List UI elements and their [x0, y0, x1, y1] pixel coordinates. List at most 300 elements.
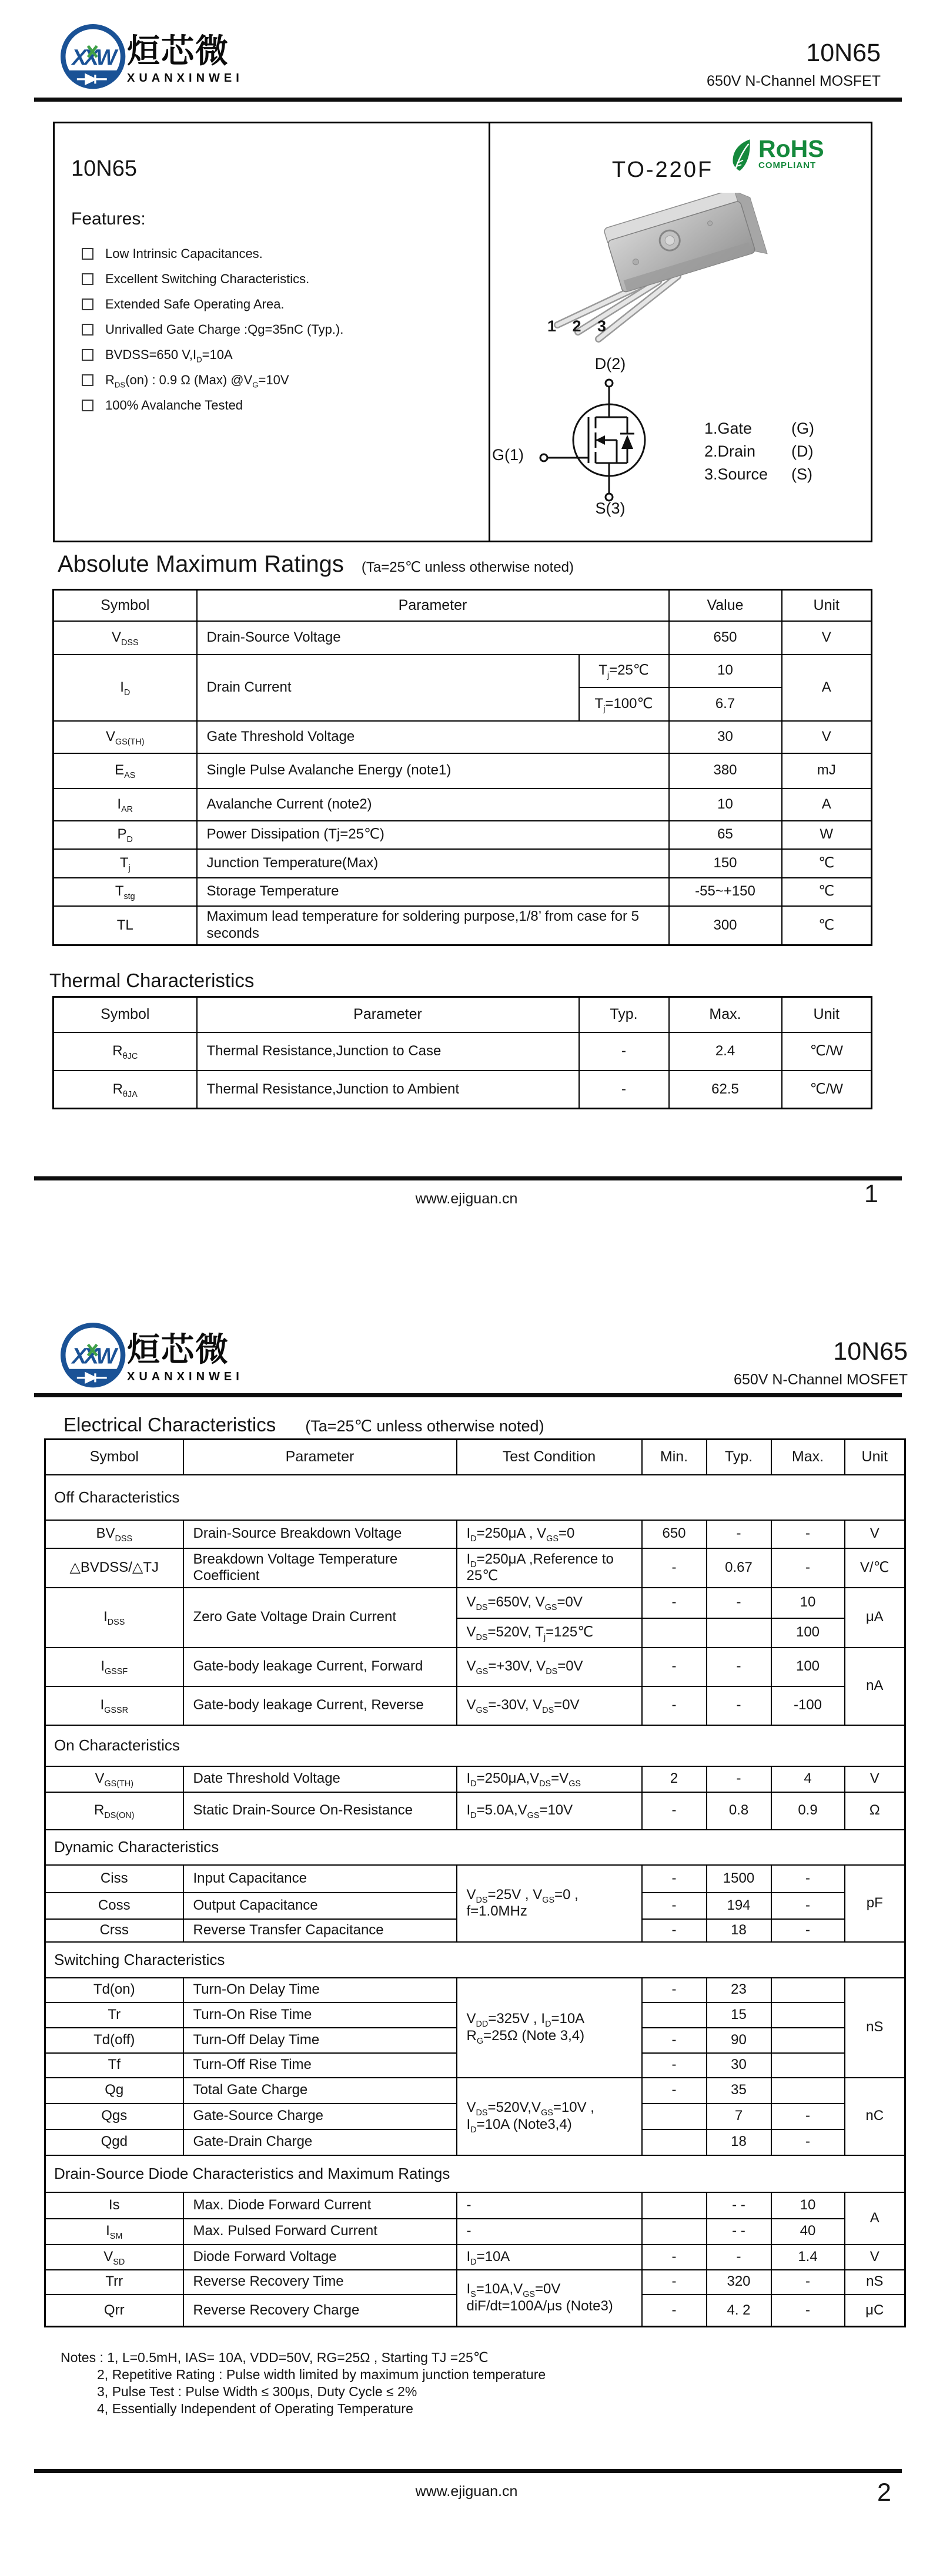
typ-cell: 194 — [707, 1893, 771, 1919]
checkbox-icon — [82, 324, 93, 336]
header-cell: Parameter — [197, 590, 669, 621]
table-row — [53, 753, 872, 789]
footer-rule — [34, 2469, 902, 2473]
unit-cell: W — [782, 821, 872, 849]
max-cell: - — [771, 1893, 845, 1919]
min-cell: - — [642, 2078, 707, 2104]
typ-cell: 35 — [707, 2078, 771, 2104]
unit-cell: V — [845, 1520, 905, 1548]
table-row — [53, 721, 872, 753]
header-cell: Max. — [771, 1440, 845, 1475]
table-row — [45, 2192, 905, 2219]
min-cell: - — [642, 2053, 707, 2078]
sym-cell: Trr — [45, 2270, 183, 2295]
param-cell: Output Capacitance — [183, 1893, 457, 1919]
rohs-leaf-icon — [730, 137, 755, 173]
cond-cell: - — [457, 2192, 642, 2219]
footer-site: www.ejiguan.cn — [415, 2483, 518, 2500]
max-cell: - — [771, 2295, 845, 2327]
max-cell — [771, 2003, 845, 2028]
typ-cell: 15 — [707, 2003, 771, 2028]
param-cell: Turn-On Rise Time — [183, 2003, 457, 2028]
section-row — [45, 1942, 905, 1978]
min-cell: - — [642, 1893, 707, 1919]
checkbox-icon — [82, 298, 93, 310]
typ-cell: - - — [707, 2192, 771, 2219]
param-cell: Breakdown Voltage Temperature Coefficient — [183, 1548, 457, 1588]
table-row — [45, 1686, 905, 1725]
feature-label: Extended Safe Operating Area. — [105, 296, 285, 311]
sym-cell: $R_{DS(ON)}$ — [45, 1792, 183, 1830]
param-cell: Gate-Drain Charge — [183, 2129, 457, 2155]
max-cell — [771, 2078, 845, 2104]
param-cell: Single Pulse Avalanche Energy (note1) — [197, 753, 669, 789]
unit-cell: nS — [845, 2270, 905, 2295]
cond-cell: $I_D=250\mu A$ , $V_{GS}=0$ — [457, 1520, 642, 1548]
param-cell: Zero Gate Voltage Drain Current — [183, 1588, 457, 1648]
min-cell: - — [642, 1865, 707, 1893]
param-cell: Storage Temperature — [197, 878, 669, 906]
svg-text:XXW: XXW — [72, 1343, 115, 1368]
overview-box — [53, 122, 872, 542]
part-subtitle: 650V N-Channel MOSFET — [707, 73, 881, 89]
param-cell: Gate-Source Charge — [183, 2104, 457, 2129]
unit-cell: μA — [845, 1588, 905, 1648]
param-cell: Drain-Source Voltage — [197, 621, 669, 655]
cond-cell: $V_{DS}=650V$, $V_{GS}=0V$ — [457, 1588, 642, 1618]
value-cell: 65 — [669, 821, 782, 849]
table-header-row — [53, 590, 872, 621]
note-line: 4, Essentially Independent of Operating Temperature — [97, 2401, 413, 2416]
pin-name: 3.Source — [704, 465, 768, 483]
checkbox-icon — [82, 273, 93, 285]
part-number: 10N65 — [806, 39, 881, 67]
unit-cell: A — [845, 2192, 905, 2245]
table-row — [53, 849, 872, 878]
value-cell: 6.7 — [669, 687, 782, 721]
max-cell: - — [771, 2270, 845, 2295]
sym-cell: $I_{AR}$ — [53, 789, 197, 821]
param-cell: Reverse Recovery Charge — [183, 2295, 457, 2327]
param-cell: Max. Diode Forward Current — [183, 2192, 457, 2219]
param-cell: Maximum lead temperature for soldering purpose,1/8’ from case for 5 seconds — [197, 906, 669, 945]
min-cell: - — [642, 2270, 707, 2295]
param-cell: Drain Current — [197, 655, 579, 721]
checkbox-icon — [82, 349, 93, 361]
table-row — [53, 789, 872, 821]
checkbox-icon — [82, 248, 93, 260]
max-cell — [771, 1978, 845, 2003]
table-row — [45, 2245, 905, 2270]
cond-cell: $V_{GS}=-30V$, $V_{DS}=0V$ — [457, 1686, 642, 1725]
max-cell: 10 — [771, 2192, 845, 2219]
sym-cell: Crss — [45, 1919, 183, 1942]
value-cell: 300 — [669, 906, 782, 945]
typ-cell: 7 — [707, 2104, 771, 2129]
table-header-row — [45, 1440, 905, 1475]
features-title: Features: — [71, 209, 146, 229]
table-row — [53, 1032, 872, 1071]
table-row — [45, 1978, 905, 2003]
cond-cell: $I_D=250\mu A$ ,Reference to 25℃ — [457, 1548, 642, 1588]
sym-cell: $V_{DSS}$ — [53, 621, 197, 655]
cond-cell: $I_D=250\mu A,V_{DS}=V_{GS}$ — [457, 1766, 642, 1792]
min-cell: - — [642, 1686, 707, 1725]
part-title-block — [734, 1337, 908, 1388]
feature-item — [82, 241, 343, 266]
sym-cell: Qgs — [45, 2104, 183, 2129]
max-cell: - — [771, 1548, 845, 1588]
section-title: Dynamic Characteristics — [45, 1830, 905, 1865]
unit-cell: A — [782, 789, 872, 821]
sym-cell: TL — [53, 906, 197, 945]
header-cell: Typ. — [579, 997, 669, 1032]
unit-cell: V/℃ — [845, 1548, 905, 1588]
typ-cell: - — [707, 1588, 771, 1618]
sym-cell: $T_{stg}$ — [53, 878, 197, 906]
typ-cell: - — [707, 1520, 771, 1548]
param-cell: Thermal Resistance,Junction to Case — [197, 1032, 579, 1071]
pin-numbers: 1 2 3 — [547, 317, 613, 335]
header-cell: Parameter — [183, 1440, 457, 1475]
unit-cell: V — [845, 1766, 905, 1792]
header-cell: Symbol — [53, 997, 197, 1032]
param-cell: Gate-body leakage Current, Forward — [183, 1648, 457, 1686]
sym-cell: Td(on) — [45, 1978, 183, 2003]
pin-legend-row — [704, 440, 814, 463]
max-cell: - — [771, 2104, 845, 2129]
feature-item — [82, 266, 343, 291]
param-cell: Reverse Recovery Time — [183, 2270, 457, 2295]
min-cell: - — [642, 1548, 707, 1588]
param-cell: Input Capacitance — [183, 1865, 457, 1893]
rohs-text — [758, 137, 824, 170]
param-cell: Junction Temperature(Max) — [197, 849, 669, 878]
svg-text:XXW: XXW — [72, 45, 115, 70]
max-cell — [771, 2028, 845, 2053]
pin-abbr: (D) — [791, 442, 814, 460]
header-cell: Unit — [782, 997, 872, 1032]
min-cell — [642, 1618, 707, 1648]
section-row — [45, 1725, 905, 1766]
min-cell: - — [642, 1978, 707, 2003]
table-row — [45, 1865, 905, 1893]
min-cell: - — [642, 2028, 707, 2053]
value-cell: 150 — [669, 849, 782, 878]
max-cell — [771, 2053, 845, 2078]
table-row — [53, 821, 872, 849]
pin-name: 2.Drain — [704, 442, 756, 460]
value-cell: 10 — [669, 789, 782, 821]
max-cell: 10 — [771, 1588, 845, 1618]
table-row — [45, 2270, 905, 2295]
feature-label: Unrivalled Gate Charge :Qg=35nC (Typ.). — [105, 321, 344, 337]
brand-name-cn: 烜芯微 — [127, 1331, 229, 1368]
rohs-title: RoHS — [758, 135, 824, 162]
sym-cell: $I_{GSSR}$ — [45, 1686, 183, 1725]
sym-cell: $I_{DSS}$ — [45, 1588, 183, 1648]
cond-cell: $I_D=10A$ — [457, 2245, 642, 2270]
min-cell — [642, 2192, 707, 2219]
table-row — [53, 906, 872, 945]
unit-cell: mJ — [782, 753, 872, 789]
header-cell: Symbol — [53, 590, 197, 621]
value-cell: 650 — [669, 621, 782, 655]
min-cell: 650 — [642, 1520, 707, 1548]
max-cell: 0.9 — [771, 1792, 845, 1830]
param-cell: Avalanche Current (note2) — [197, 789, 669, 821]
table-row — [53, 1071, 872, 1109]
package-image — [501, 193, 784, 343]
brand-name-en: XUANXINWEI — [127, 1370, 243, 1383]
checkbox-icon — [82, 374, 93, 386]
table-row — [45, 1792, 905, 1830]
unit-cell: A — [782, 655, 872, 721]
param-cell: Drain-Source Breakdown Voltage — [183, 1520, 457, 1548]
drain-terminal-label: D(2) — [594, 355, 626, 373]
gate-terminal-label: G(1) — [492, 446, 524, 464]
cond-cell: $V_{DS}=25V$ , $V_{GS}=0$ , f=1.0MHz — [457, 1865, 642, 1942]
min-cell: - — [642, 1919, 707, 1942]
pin-abbr: (S) — [791, 465, 812, 483]
typ-cell: 18 — [707, 1919, 771, 1942]
amr-title: Absolute Maximum Ratings — [58, 551, 344, 577]
header-cell: Test Condition — [457, 1440, 642, 1475]
feature-item — [82, 393, 343, 418]
sym-cell: △BVDSS/△TJ — [45, 1548, 183, 1588]
min-cell: - — [642, 2295, 707, 2327]
max-cell: - — [771, 1520, 845, 1548]
note-line: 2, Repetitive Rating : Pulse width limited by maximum junction temperature — [97, 2367, 546, 2382]
param-cell: Static Drain-Source On-Resistance — [183, 1792, 457, 1830]
typ-cell: 0.8 — [707, 1792, 771, 1830]
sym-cell: $I_{GSSF}$ — [45, 1648, 183, 1686]
sym-cell: $T_j$ — [53, 849, 197, 878]
unit-cell: ℃ — [782, 878, 872, 906]
header-cell: Unit — [782, 590, 872, 621]
unit-cell: Ω — [845, 1792, 905, 1830]
brand-logo-icon — [56, 21, 133, 95]
max-cell: - — [771, 2129, 845, 2155]
param-cell: Gate Threshold Voltage — [197, 721, 669, 753]
typ-cell: 23 — [707, 1978, 771, 2003]
amr-heading — [58, 551, 574, 578]
sym-cell: $BV_{DSS}$ — [45, 1520, 183, 1548]
table-row — [53, 655, 872, 687]
cond-cell: $V_{DS}=520V,V_{GS}=10V$ , $I_D=10A$ (Note3,4) — [457, 2078, 642, 2155]
sym-cell: Td(off) — [45, 2028, 183, 2053]
feature-item — [82, 367, 343, 393]
pin-legend-row — [704, 463, 814, 486]
section-row — [45, 1475, 905, 1520]
min-cell — [642, 2104, 707, 2129]
pin-name: 1.Gate — [704, 420, 753, 437]
sym-cell: $V_{GS(TH)}$ — [45, 1766, 183, 1792]
table-row — [45, 1588, 905, 1618]
header-cell: Typ. — [707, 1440, 771, 1475]
section-title: Switching Characteristics — [45, 1942, 905, 1978]
overview-divider — [489, 123, 490, 541]
param-cell: Date Threshold Voltage — [183, 1766, 457, 1792]
sym-cell: Coss — [45, 1893, 183, 1919]
min-cell: - — [642, 1792, 707, 1830]
min-cell — [642, 2219, 707, 2245]
page2-header — [0, 1299, 933, 1416]
sym-cell: $R_{\theta JA}$ — [53, 1071, 197, 1109]
note-line: Notes : 1, L=0.5mH, IAS= 10A, VDD=50V, RG=25Ω , Starting TJ =25℃ — [61, 2350, 489, 2365]
unit-cell: ℃/W — [782, 1032, 872, 1071]
max-cell: 40 — [771, 2219, 845, 2245]
notes-block — [61, 2349, 546, 2417]
cond-cell: $T_j=100℃$ — [579, 687, 669, 721]
typ-cell: - — [707, 2245, 771, 2270]
header-cell: Min. — [642, 1440, 707, 1475]
unit-cell: ℃ — [782, 906, 872, 945]
sym-cell: $I_{SM}$ — [45, 2219, 183, 2245]
table-row — [45, 1548, 905, 1588]
header-cell: Parameter — [197, 997, 579, 1032]
ec-note: (Ta=25℃ unless otherwise noted) — [305, 1417, 544, 1435]
features-list — [82, 241, 343, 418]
brand-name — [127, 34, 243, 85]
feature-label: 100% Avalanche Tested — [105, 397, 243, 412]
cond-cell: $V_{DD}=325V$ , $I_D=10A$ $R_G=25\Omega$ (Note 3,4) — [457, 1978, 642, 2078]
feature-item — [82, 342, 343, 367]
header-cell: Symbol — [45, 1440, 183, 1475]
max-cell: 2.4 — [669, 1032, 782, 1071]
feature-label: $R_{DS}(on)$ : 0.9 Ω (Max) $@V_G=10V$ — [105, 372, 289, 389]
unit-cell: nS — [845, 1978, 905, 2078]
sym-cell: Ciss — [45, 1865, 183, 1893]
param-cell: Power Dissipation (Tj=25℃) — [197, 821, 669, 849]
feature-label: Low Intrinsic Capacitances. — [105, 246, 263, 261]
thermal-heading: Thermal Characteristics — [49, 970, 255, 991]
min-cell — [642, 2129, 707, 2155]
typ-cell: - — [579, 1071, 669, 1109]
min-cell: - — [642, 1588, 707, 1618]
typ-cell: - — [707, 1648, 771, 1686]
pin-abbr: (G) — [791, 420, 814, 437]
typ-cell: - — [707, 1766, 771, 1792]
footer-site: www.ejiguan.cn — [415, 1190, 518, 1207]
value-cell: -55~+150 — [669, 878, 782, 906]
pin-legend-row — [704, 417, 814, 440]
brand-name-cn: 烜芯微 — [127, 32, 229, 69]
min-cell: - — [642, 2245, 707, 2270]
note-line: 3, Pulse Test : Pulse Width ≤ 300μs, Duty Cycle ≤ 2% — [97, 2384, 417, 2399]
source-terminal-label: S(3) — [595, 499, 626, 517]
table-row — [53, 621, 872, 655]
typ-cell: 4. 2 — [707, 2295, 771, 2327]
table-row — [45, 2219, 905, 2245]
sym-cell: $R_{\theta JC}$ — [53, 1032, 197, 1071]
sym-cell: Is — [45, 2192, 183, 2219]
max-cell: 100 — [771, 1618, 845, 1648]
table-row — [45, 2078, 905, 2104]
unit-cell: ℃/W — [782, 1071, 872, 1109]
feature-label: Excellent Switching Characteristics. — [105, 271, 310, 286]
param-cell: Turn-On Delay Time — [183, 1978, 457, 2003]
section-title: Off Characteristics — [45, 1475, 905, 1520]
cond-cell: $T_j=25℃$ — [579, 655, 669, 687]
amr-note: (Ta=25℃ unless otherwise noted) — [361, 559, 574, 575]
typ-cell: 0.67 — [707, 1548, 771, 1588]
value-cell: 10 — [669, 655, 782, 687]
unit-cell: V — [782, 621, 872, 655]
param-cell: Turn-Off Rise Time — [183, 2053, 457, 2078]
max-cell: - — [771, 1919, 845, 1942]
brand-name-en: XUANXINWEI — [127, 71, 243, 85]
checkbox-icon — [82, 400, 93, 411]
electrical-characteristics-table — [44, 1438, 906, 2327]
sym-cell: $I_D$ — [53, 655, 197, 721]
param-cell: Max. Pulsed Forward Current — [183, 2219, 457, 2245]
sym-cell: $V_{SD}$ — [45, 2245, 183, 2270]
header-cell: Unit — [845, 1440, 905, 1475]
header-rule — [34, 1393, 902, 1397]
sym-cell: Qrr — [45, 2295, 183, 2327]
max-cell: 62.5 — [669, 1071, 782, 1109]
max-cell: 1.4 — [771, 2245, 845, 2270]
typ-cell: 18 — [707, 2129, 771, 2155]
cond-cell: $V_{DS}=520V$, $T_j=125℃$ — [457, 1618, 642, 1648]
param-cell: Thermal Resistance,Junction to Ambient — [197, 1071, 579, 1109]
unit-cell: nA — [845, 1648, 905, 1725]
param-cell: Turn-Off Delay Time — [183, 2028, 457, 2053]
min-cell: - — [642, 1648, 707, 1686]
brand-logo-icon — [56, 1320, 133, 1394]
param-cell: Diode Forward Voltage — [183, 2245, 457, 2270]
brand-name — [127, 1333, 243, 1384]
param-cell: Reverse Transfer Capacitance — [183, 1919, 457, 1942]
unit-cell: pF — [845, 1865, 905, 1942]
section-row — [45, 2155, 905, 2192]
max-cell: 4 — [771, 1766, 845, 1792]
sym-cell: Tr — [45, 2003, 183, 2028]
typ-cell: 30 — [707, 2053, 771, 2078]
sym-cell: Qgd — [45, 2129, 183, 2155]
page-number: 1 — [864, 1180, 878, 1208]
ec-title: Electrical Characteristics — [63, 1414, 276, 1435]
sym-cell: $V_{GS(TH)}$ — [53, 721, 197, 753]
table-row — [45, 1766, 905, 1792]
overview-part-number: 10N65 — [71, 156, 137, 181]
pin-legend — [704, 417, 814, 486]
sym-cell: Tf — [45, 2053, 183, 2078]
typ-cell: 320 — [707, 2270, 771, 2295]
param-cell: Gate-body leakage Current, Reverse — [183, 1686, 457, 1725]
header-rule — [34, 98, 902, 102]
unit-cell: ℃ — [782, 849, 872, 878]
min-cell: 2 — [642, 1766, 707, 1792]
max-cell: -100 — [771, 1686, 845, 1725]
table-row — [45, 1648, 905, 1686]
thermal-characteristics-table — [52, 996, 872, 1109]
value-cell: 30 — [669, 721, 782, 753]
feature-item — [82, 291, 343, 317]
typ-cell: - - — [707, 2219, 771, 2245]
sym-cell: $P_D$ — [53, 821, 197, 849]
header-cell: Max. — [669, 997, 782, 1032]
absolute-maximum-ratings-table — [52, 589, 872, 946]
param-cell: Total Gate Charge — [183, 2078, 457, 2104]
part-number: 10N65 — [833, 1337, 908, 1366]
table-header-row — [53, 997, 872, 1032]
max-cell: 100 — [771, 1648, 845, 1686]
cond-cell: $I_D=5.0A,V_{GS}=10V$ — [457, 1792, 642, 1830]
rohs-badge — [730, 137, 824, 173]
section-title: On Characteristics — [45, 1725, 905, 1766]
